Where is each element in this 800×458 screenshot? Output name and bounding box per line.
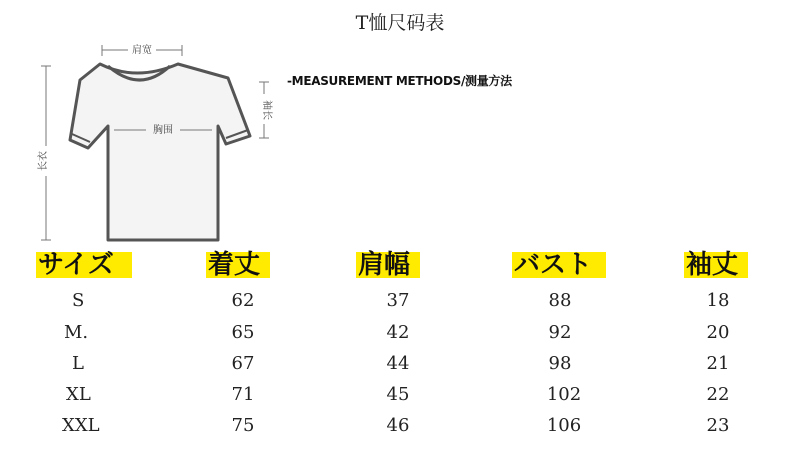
header-shoulder: 肩幅: [358, 248, 410, 282]
tshirt-measurement-diagram: [28, 36, 288, 256]
bust-cell: 88: [548, 290, 572, 311]
length-cell: 62: [231, 290, 255, 311]
shoulder-cell: 44: [386, 353, 410, 374]
table-row: [0, 318, 800, 348]
sleeve-cell: 22: [706, 384, 730, 405]
measurement-methods-text: -MEASUREMENT METHODS/测量方法: [287, 74, 512, 88]
sleeve-cell: 20: [706, 322, 730, 343]
tshirt-outline: [70, 64, 250, 240]
size-cell: M.: [64, 322, 89, 343]
sleeve-cell: 21: [706, 353, 730, 374]
length-cell: 75: [231, 415, 255, 436]
table-row: [0, 380, 800, 410]
size-cell: S: [72, 290, 85, 311]
table-row: [0, 411, 800, 441]
shoulder-width-label: 肩宽: [132, 45, 152, 56]
body-length-label: 长衣: [38, 151, 49, 171]
length-cell: 65: [231, 322, 255, 343]
size-cell: XXL: [62, 415, 100, 436]
shoulder-cell: 45: [386, 384, 410, 405]
size-cell: L: [72, 353, 84, 374]
bust-cell: 98: [548, 353, 572, 374]
size-table: [0, 248, 800, 458]
table-row: [0, 286, 800, 316]
page-title: T恤尺码表: [355, 12, 445, 34]
header-bust: バスト: [514, 248, 592, 282]
shoulder-cell: 37: [386, 290, 410, 311]
bust-cell: 92: [548, 322, 572, 343]
shoulder-cell: 46: [386, 415, 410, 436]
sleeve-cell: 23: [706, 415, 730, 436]
sleeve-length-label: 袖长: [261, 100, 272, 120]
shoulder-cell: 42: [386, 322, 410, 343]
chest-label: 胸围: [153, 125, 173, 136]
sleeve-cell: 18: [706, 290, 730, 311]
bust-cell: 102: [546, 384, 582, 405]
length-cell: 67: [231, 353, 255, 374]
size-cell: XL: [66, 384, 91, 405]
header-size: サイズ: [38, 248, 114, 282]
length-cell: 71: [231, 384, 255, 405]
bust-cell: 106: [546, 415, 582, 436]
header-length: 着丈: [208, 248, 260, 282]
table-row: [0, 349, 800, 379]
header-sleeve: 袖丈: [686, 248, 738, 282]
